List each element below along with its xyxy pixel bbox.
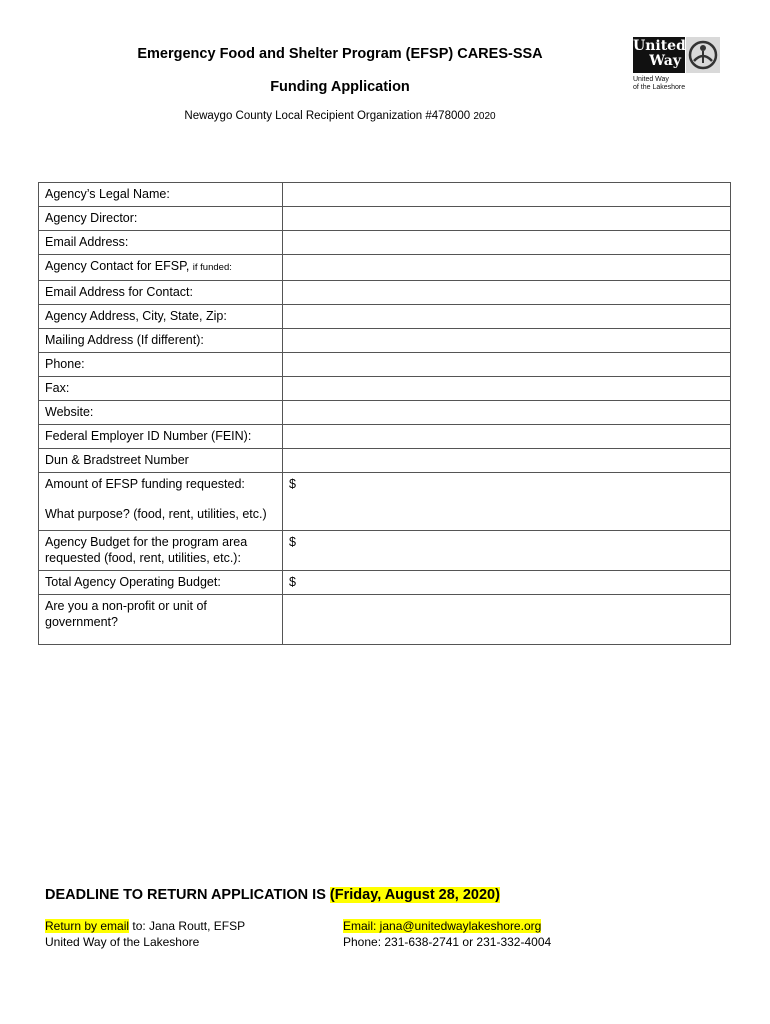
- organization-text: Newaygo County Local Recipient Organization #478000: [184, 110, 471, 122]
- form-row: [39, 281, 731, 305]
- form-label: Fax:: [39, 377, 283, 401]
- form-row: [39, 231, 731, 255]
- return-contact: [45, 918, 245, 950]
- logo-sub-line-1: United Way: [633, 76, 669, 83]
- application-form-table: [38, 182, 731, 645]
- form-label: Website:: [39, 401, 283, 425]
- contact-details: [343, 918, 551, 950]
- mailing-address-field[interactable]: [283, 329, 731, 353]
- document-title: Emergency Food and Shelter Program (EFSP) CARES-SSA: [137, 46, 543, 62]
- form-label: Agency’s Legal Name:: [39, 183, 283, 207]
- form-row: [39, 305, 731, 329]
- contact-label-note: if funded:: [192, 262, 232, 273]
- deadline-date: (Friday, August 28, 2020): [329, 887, 500, 903]
- return-organization: United Way of the Lakeshore: [45, 935, 200, 949]
- contact-label: Agency Contact for EFSP,: [45, 259, 190, 273]
- logo-sub-line-2: of the Lakeshore: [633, 84, 686, 91]
- form-row: [39, 329, 731, 353]
- form-label: Agency Budget for the program area requested (food, rent, utilities, etc.):: [39, 531, 283, 571]
- form-row: [39, 183, 731, 207]
- form-label: Federal Employer ID Number (FEIN):: [39, 425, 283, 449]
- logo-line-2: Way: [649, 53, 681, 69]
- form-row: [39, 531, 731, 571]
- form-label: Email Address for Contact:: [39, 281, 283, 305]
- form-row: [39, 571, 731, 595]
- form-label: Email Address:: [39, 231, 283, 255]
- form-row: [39, 595, 731, 645]
- agency-address-field[interactable]: [283, 305, 731, 329]
- agency-director-field[interactable]: [283, 207, 731, 231]
- funding-amount-field[interactable]: $: [283, 473, 731, 531]
- logo-line-1: United: [633, 38, 686, 54]
- email-field[interactable]: [283, 231, 731, 255]
- dun-bradstreet-field[interactable]: [283, 449, 731, 473]
- return-recipient: to: Jana Routt, EFSP: [129, 919, 246, 933]
- form-label: Agency Address, City, State, Zip:: [39, 305, 283, 329]
- form-label: Phone:: [39, 353, 283, 377]
- form-row: [39, 449, 731, 473]
- efsp-contact-field[interactable]: [283, 255, 731, 281]
- contact-phone: Phone: 231-638-2741 or 231-332-4004: [343, 935, 552, 949]
- form-label: Total Agency Operating Budget:: [39, 571, 283, 595]
- website-field[interactable]: [283, 401, 731, 425]
- operating-budget-field[interactable]: $: [283, 571, 731, 595]
- logo-emblem-icon: [686, 37, 720, 73]
- form-label: Agency Director:: [39, 207, 283, 231]
- nonprofit-label: Are you a non-profit or unit of government?: [45, 599, 207, 629]
- form-row: [39, 401, 731, 425]
- form-label: Dun & Bradstreet Number: [39, 449, 283, 473]
- form-label: Mailing Address (If different):: [39, 329, 283, 353]
- document-subtitle: Funding Application: [270, 79, 410, 95]
- deadline-text: DEADLINE TO RETURN APPLICATION IS: [45, 887, 326, 903]
- nonprofit-status-field[interactable]: [283, 595, 731, 645]
- form-row: [39, 353, 731, 377]
- form-row: [39, 207, 731, 231]
- logo-wordmark: [633, 37, 685, 73]
- phone-field[interactable]: [283, 353, 731, 377]
- funding-purpose-label: What purpose? (food, rent, utilities, etc.): [45, 507, 267, 521]
- return-highlight: Return by email: [45, 919, 130, 933]
- united-way-logo: [633, 37, 723, 97]
- form-row: [39, 377, 731, 401]
- contact-email-field[interactable]: [283, 281, 731, 305]
- logo-subtext: [633, 76, 685, 92]
- contact-email[interactable]: Email: jana@unitedwaylakeshore.org: [343, 919, 542, 933]
- form-label: [39, 255, 283, 281]
- form-row: [39, 425, 731, 449]
- return-instructions: [45, 918, 245, 934]
- form-row: [39, 255, 731, 281]
- form-row: [39, 473, 731, 531]
- program-budget-field[interactable]: $: [283, 531, 731, 571]
- form-label: [39, 473, 283, 531]
- fein-field[interactable]: [283, 425, 731, 449]
- form-label: [39, 595, 283, 645]
- legal-name-field[interactable]: [283, 183, 731, 207]
- funding-amount-label: Amount of EFSP funding requested:: [45, 477, 245, 491]
- deadline-notice: [45, 887, 500, 903]
- organization-year: 2020: [473, 111, 496, 122]
- organization-line: [0, 110, 680, 122]
- fax-field[interactable]: [283, 377, 731, 401]
